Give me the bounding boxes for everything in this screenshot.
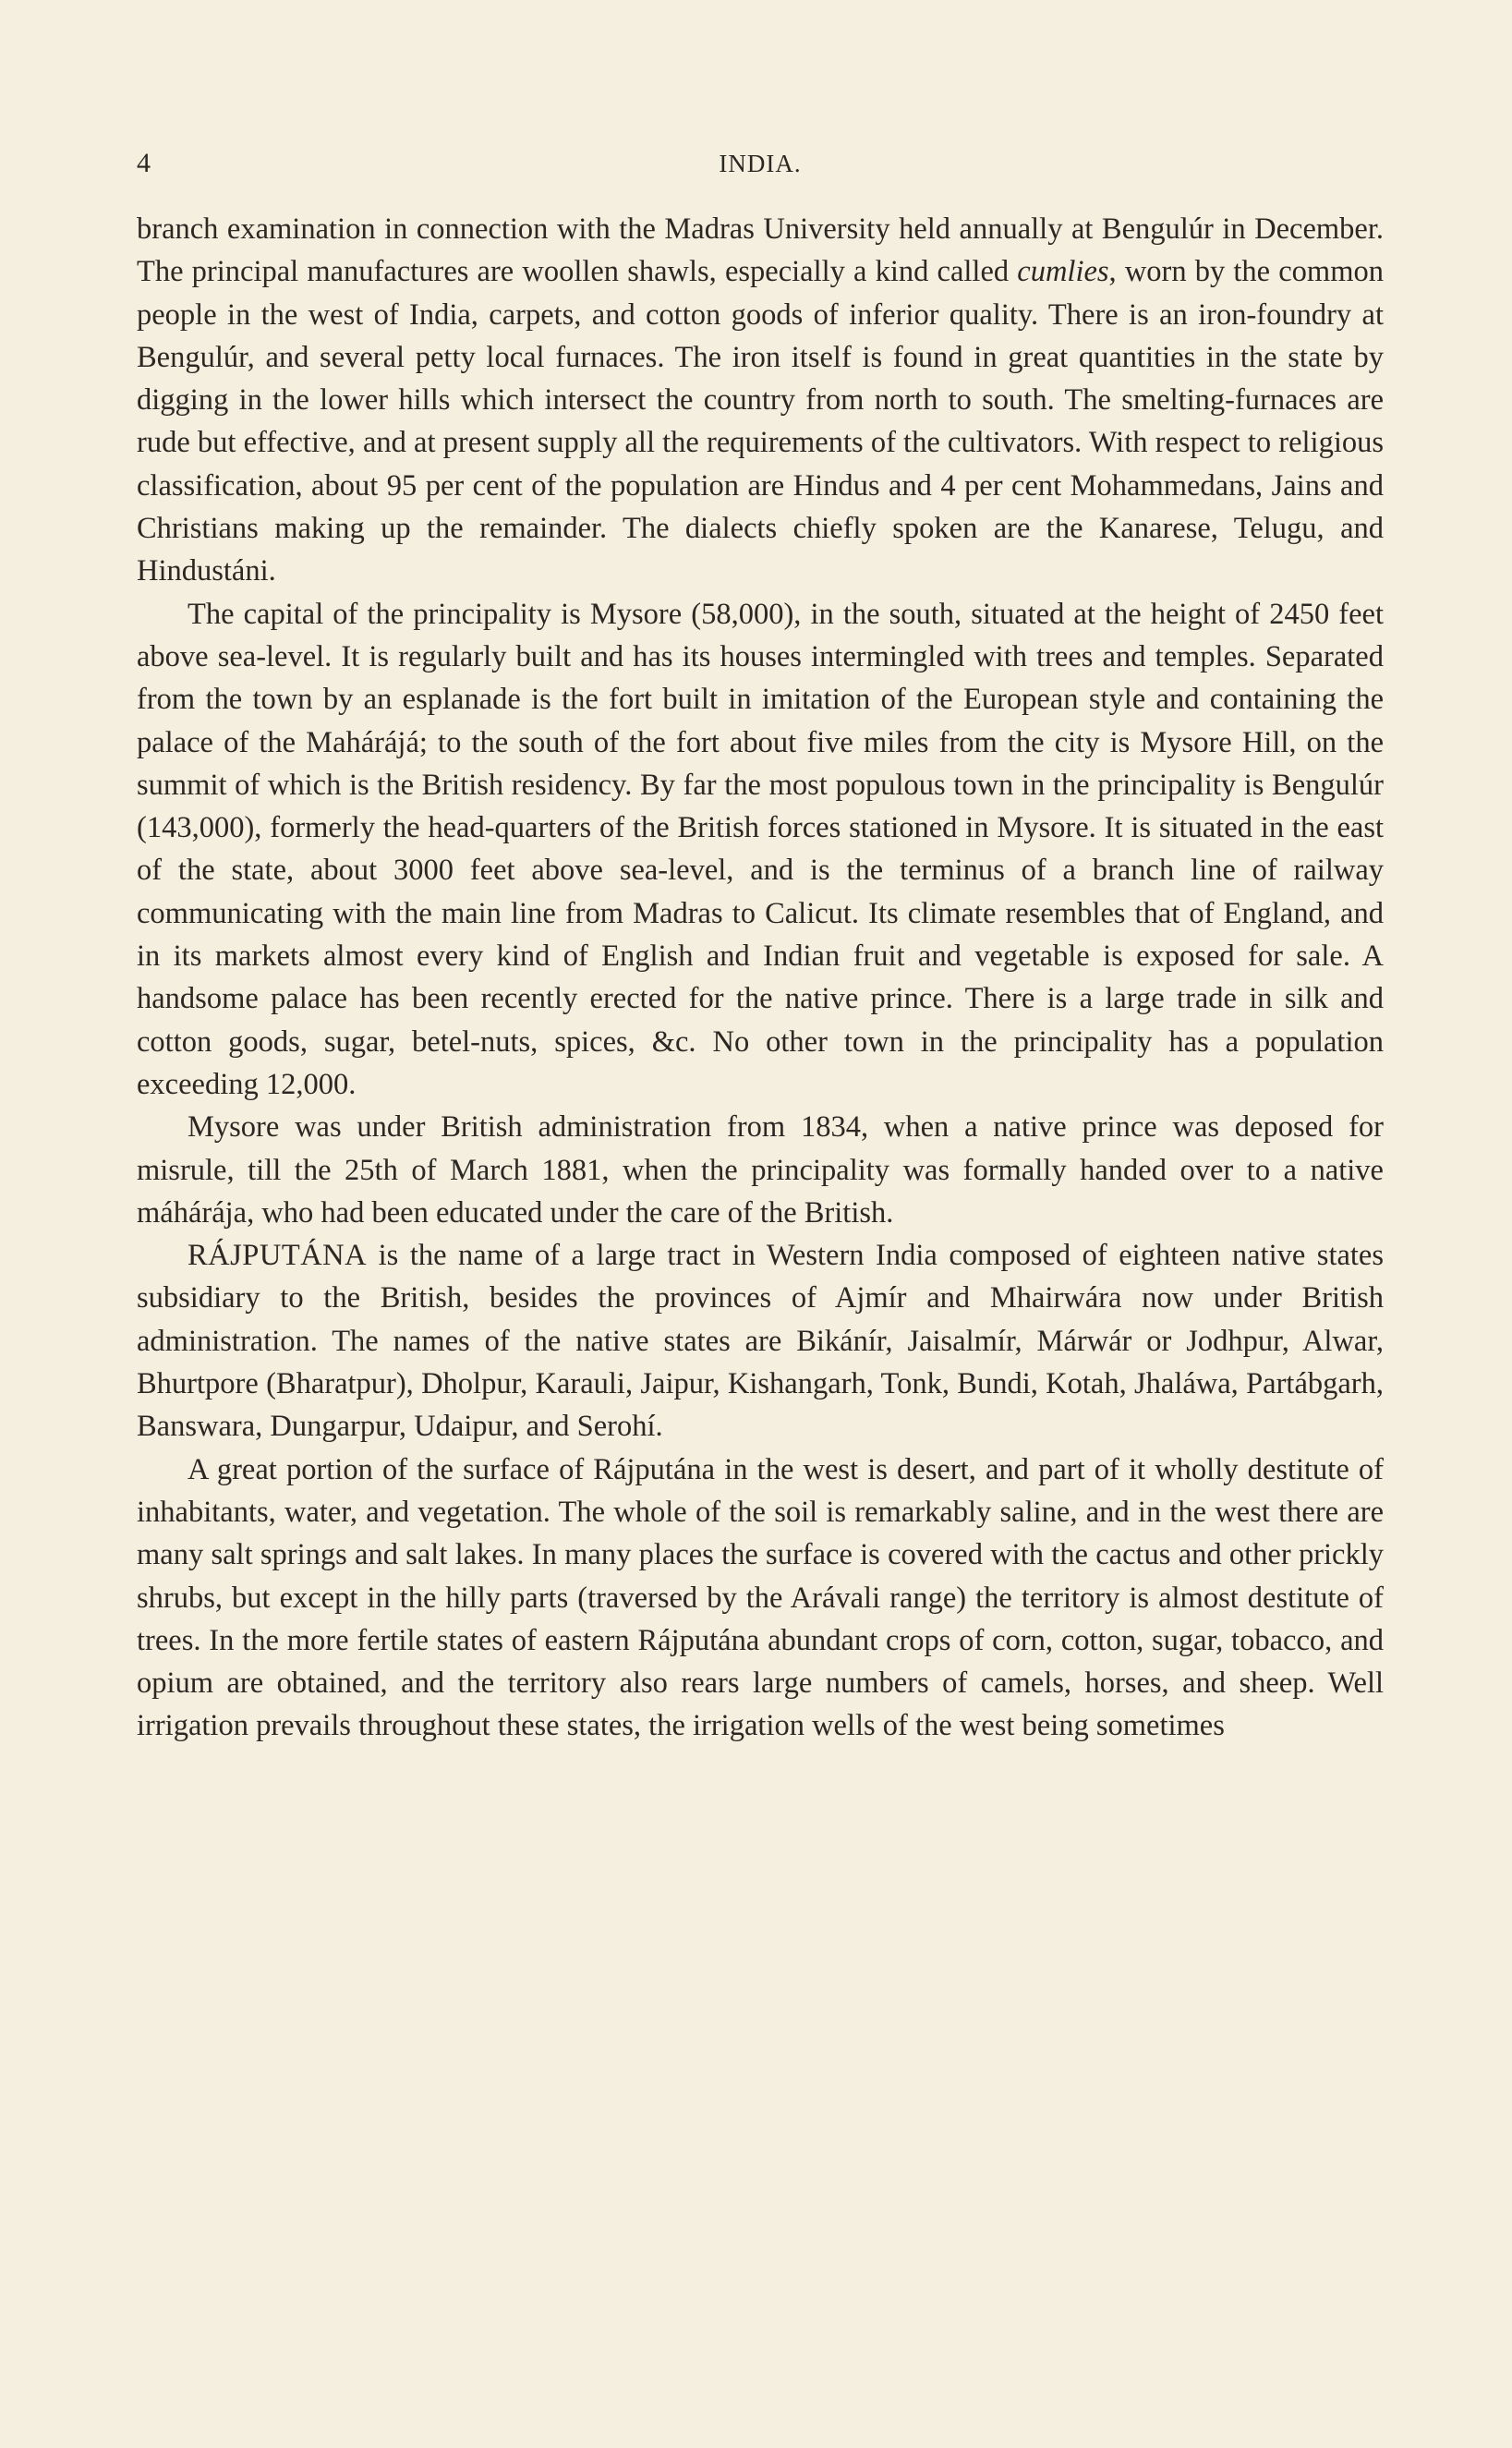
running-head bbox=[137, 145, 1384, 182]
entry-heading-rajputana: RÁJPUTÁNA bbox=[187, 1239, 368, 1273]
paragraph-rajputana bbox=[137, 1234, 1384, 1448]
paragraph-text: is the name of a large tract in Western India composed of eighteen native states subsidiary to the British, besides the provinces of Ajmír and Mhairwára now under British administration. The names of the native states are Bikánír, Jaisalmír, Márwár or Jodhpur, Alwar, Bhurtpore (Bharatpur), Dholpur, Karauli, Jaipur, Kishangarh, Tonk, Bundi, Kotah, Jhaláwa, Partábgarh, Banswara, Dungarpur, Udaipur, and Serohí. bbox=[137, 1239, 1384, 1444]
body-text bbox=[137, 208, 1384, 1748]
italic-term-cumlies: cumlies bbox=[1017, 255, 1109, 289]
paragraph-rajputana-surface bbox=[137, 1448, 1384, 1748]
page-number: 4 bbox=[137, 148, 151, 178]
paragraph-text: branch examination in connection with the Madras University held annually at Bengulúr in December. The principal manufactures are woollen shawls, especially a kind called bbox=[137, 212, 1384, 289]
paragraph-capital-mysore bbox=[137, 593, 1384, 1107]
paragraph-manufactures bbox=[137, 208, 1384, 593]
paragraph-text: The capital of the principality is Mysore (58,000), in the south, situated at the height of 2450 feet above sea-level. It is regularly built and has its houses intermingled with trees and temples. Separated from the town by an esplanade is the fort built in imitation of the European style and containing the palace of the Mahárájá; to the south of the fort about five miles from the city is Mysore Hill, on the summit of which is the British residency. By far the most populous town in the principality is Bengulúr (143,000), formerly the head-quarters of the British forces stationed in Mysore. It is situated in the east of the state, about 3000 feet above sea-level, and is the terminus of a branch line of railway communicating with the main line from Madras to Calicut. Its climate resembles that of England, and in its markets almost every kind of English and Indian fruit and vegetable is exposed for sale. A handsome palace has been recently erected for the native prince. There is a large trade in silk and cotton goods, sugar, betel-nuts, spices, &c. No other town in the principality has a population exceeding 12,000. bbox=[137, 597, 1384, 1101]
paragraph-text: A great portion of the surface of Rájputána in the west is desert, and part of it wholly destitute of inhabitants, water, and vegetation. The whole of the soil is remarkably saline, and in the west there are many salt springs and salt lakes. In many places the surface is covered with the cactus and other prickly shrubs, but except in the hilly parts (traversed by the Arávali range) the territory is almost destitute of trees. In the more fertile states of eastern Rájputána abundant crops of corn, cotton, sugar, tobacco, and opium are obtained, and the territory also rears large numbers of camels, horses, and sheep. Well irrigation prevails throughout these states, the irrigation wells of the west being sometimes bbox=[137, 1452, 1384, 1743]
paragraph-text: , worn by the common people in the west of India, carpets, and cotton goods of inferior quality. There is an iron-foundry at Bengulúr, and several petty local furnaces. The iron itself is found in great quantities in the state by digging in the lower hills which intersect the country from north to south. The smelting-furnaces are rude but effective, and at present supply all the requirements of the cultivators. With respect to religious classification, about 95 per cent of the population are Hindus and 4 per cent Mohammedans, Jains and Christians making up the remainder. The dialects chiefly spoken are the Kanarese, Telugu, and Hindustáni. bbox=[137, 255, 1384, 588]
running-title: INDIA. bbox=[719, 150, 802, 177]
paragraph-text: Mysore was under British administration from 1834, when a native prince was deposed for misrule, till the 25th of March 1881, when the principality was formally handed over to a native máhárája, who had been educated under the care of the British. bbox=[137, 1110, 1384, 1230]
paragraph-british-administration bbox=[137, 1106, 1384, 1234]
